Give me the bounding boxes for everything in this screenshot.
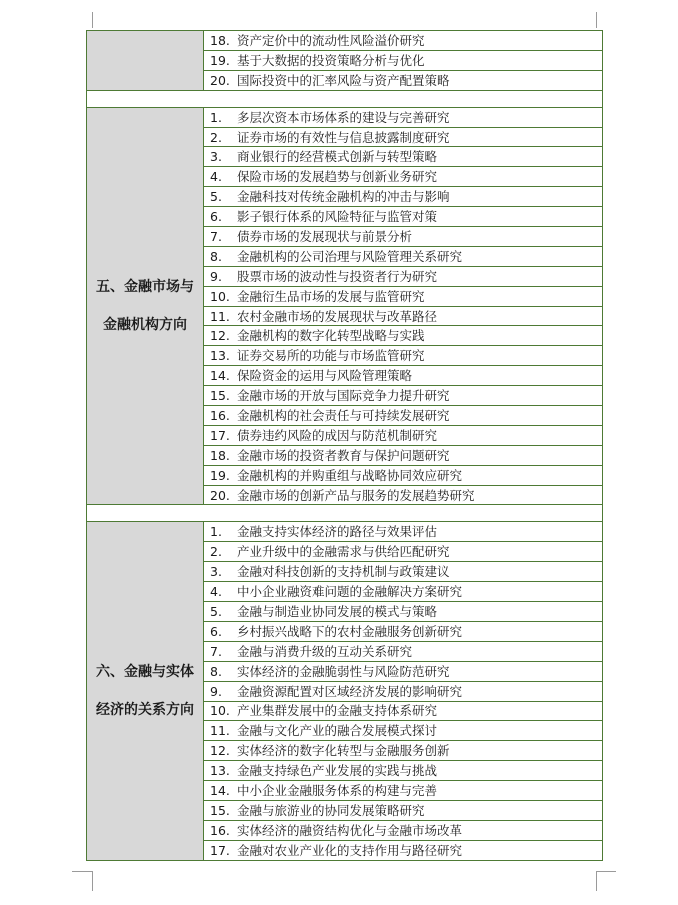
crop-mark-bottom-left-horizontal — [72, 871, 92, 872]
research-topics-table — [86, 30, 603, 861]
topic-cell — [204, 562, 603, 582]
topic-cell — [204, 840, 603, 860]
topic-title: 金融与旅游业的协同发展策略研究 — [237, 802, 425, 818]
topic-cell — [204, 582, 603, 602]
topic-number: 10. — [210, 288, 230, 304]
topic-number: 12. — [210, 328, 230, 344]
topic-cell — [204, 445, 603, 465]
topic-title: 金融与制造业协同发展的模式与策略 — [237, 603, 438, 619]
category-cell: 六、金融与实体经济的关系方向 — [87, 522, 204, 860]
topic-cell — [204, 50, 603, 70]
section-spacer-row — [87, 90, 603, 107]
table-row — [87, 31, 603, 51]
topic-title: 证券市场的有效性与信息披露制度研究 — [237, 129, 450, 145]
topic-cell — [204, 485, 603, 505]
topic-number: 16. — [210, 407, 230, 423]
topic-title: 金融对农业产业化的支持作用与路径研究 — [237, 842, 463, 858]
topic-title: 农村金融市场的发展现状与改革路径 — [237, 308, 438, 324]
topic-number: 9. — [210, 683, 222, 699]
topic-number: 8. — [210, 663, 222, 679]
topic-number: 19. — [210, 52, 230, 68]
topic-title: 金融对科技创新的支持机制与政策建议 — [237, 564, 450, 580]
spacer-cell — [87, 90, 603, 107]
topic-number: 3. — [210, 149, 222, 165]
topic-cell — [204, 701, 603, 721]
topic-cell — [204, 107, 603, 127]
topic-number: 2. — [210, 544, 222, 560]
topic-number: 18. — [210, 32, 230, 48]
topic-number: 15. — [210, 802, 230, 818]
topic-number: 4. — [210, 169, 222, 185]
topic-title: 中小企业融资难问题的金融解决方案研究 — [237, 584, 463, 600]
topic-number: 6. — [210, 623, 222, 639]
topic-cell — [204, 465, 603, 485]
topic-cell — [204, 207, 603, 227]
topic-number: 13. — [210, 763, 230, 779]
table-row — [87, 522, 603, 542]
topic-number: 20. — [210, 487, 230, 503]
topic-cell — [204, 286, 603, 306]
topic-number: 15. — [210, 388, 230, 404]
topic-title: 基于大数据的投资策略分析与优化 — [237, 52, 425, 68]
topic-title: 股票市场的波动性与投资者行为研究 — [237, 268, 438, 284]
topic-number: 14. — [210, 783, 230, 798]
topic-cell — [204, 306, 603, 326]
topic-title: 债券违约风险的成因与防范机制研究 — [237, 427, 438, 443]
topic-number: 19. — [210, 467, 230, 483]
topic-title: 产业升级中的金融需求与供给匹配研究 — [237, 544, 450, 560]
topic-number: 7. — [210, 228, 222, 244]
topic-number: 8. — [210, 248, 222, 264]
topic-cell — [204, 187, 603, 207]
topic-cell — [204, 522, 603, 542]
topic-number: 14. — [210, 368, 230, 384]
topic-title: 影子银行体系的风险特征与监管对策 — [237, 209, 438, 225]
topic-number: 18. — [210, 447, 230, 463]
topic-number: 3. — [210, 564, 222, 580]
topic-title: 金融支持实体经济的路径与效果评估 — [237, 524, 438, 540]
topic-number: 6. — [210, 209, 222, 225]
topic-number: 9. — [210, 268, 222, 284]
topic-title: 国际投资中的汇率风险与资产配置策略 — [237, 72, 450, 88]
crop-mark-top-left-vertical — [92, 12, 93, 28]
topic-cell — [204, 602, 603, 622]
topic-number: 20. — [210, 72, 230, 88]
topic-title: 金融市场的创新产品与服务的发展趋势研究 — [237, 487, 475, 503]
topic-cell — [204, 31, 603, 51]
topic-cell — [204, 681, 603, 701]
section-spacer-row — [87, 505, 603, 522]
topic-cell — [204, 406, 603, 426]
topic-cell — [204, 425, 603, 445]
category-cell — [87, 31, 204, 91]
topic-cell — [204, 761, 603, 781]
topic-number: 17. — [210, 842, 230, 858]
topic-cell — [204, 800, 603, 820]
topic-cell — [204, 721, 603, 741]
topic-cell — [204, 346, 603, 366]
topic-title: 多层次资本市场体系的建设与完善研究 — [237, 109, 450, 125]
topic-title: 金融资源配置对区域经济发展的影响研究 — [237, 683, 463, 699]
topic-title: 金融机构的数字化转型战略与实践 — [237, 328, 425, 344]
topic-number: 11. — [210, 308, 230, 324]
topic-title: 乡村振兴战略下的农村金融服务创新研究 — [237, 623, 463, 639]
topic-title: 金融机构的并购重组与战略协同效应研究 — [237, 467, 463, 483]
topic-title: 金融科技对传统金融机构的冲击与影响 — [237, 189, 450, 205]
topic-title: 金融支持绿色产业发展的实践与挑战 — [237, 763, 438, 779]
topic-number: 2. — [210, 129, 222, 145]
topic-title: 金融市场的开放与国际竞争力提升研究 — [237, 388, 450, 404]
topic-number: 12. — [210, 743, 230, 759]
crop-mark-bottom-right-vertical — [596, 871, 597, 891]
topic-title: 实体经济的金融脆弱性与风险防范研究 — [237, 663, 450, 679]
topic-number: 7. — [210, 643, 222, 659]
topic-number: 1. — [210, 109, 222, 125]
topic-number: 1. — [210, 524, 222, 540]
topic-title: 商业银行的经营模式创新与转型策略 — [237, 149, 438, 165]
topic-title: 金融与文化产业的融合发展模式探讨 — [237, 723, 438, 739]
topic-cell — [204, 781, 603, 801]
topic-cell — [204, 147, 603, 167]
topic-title: 证券交易所的功能与市场监管研究 — [237, 348, 425, 364]
topic-number: 16. — [210, 822, 230, 838]
topic-cell — [204, 127, 603, 147]
topic-cell — [204, 661, 603, 681]
topic-number: 13. — [210, 348, 230, 364]
topic-cell — [204, 641, 603, 661]
topic-title: 实体经济的融资结构优化与金融市场改革 — [237, 822, 463, 838]
crop-mark-top-right-vertical — [596, 12, 597, 28]
topic-cell — [204, 386, 603, 406]
crop-mark-bottom-left-vertical — [92, 871, 93, 891]
topic-cell — [204, 167, 603, 187]
topic-cell — [204, 741, 603, 761]
topic-title: 金融机构的公司治理与风险管理关系研究 — [237, 248, 463, 264]
table-body — [87, 31, 603, 861]
topic-number: 10. — [210, 703, 230, 719]
topic-cell — [204, 70, 603, 90]
topic-number: 11. — [210, 723, 230, 739]
topic-cell — [204, 326, 603, 346]
topic-cell — [204, 366, 603, 386]
topic-title: 保险资金的运用与风险管理策略 — [237, 368, 413, 384]
topic-number: 5. — [210, 189, 222, 205]
topic-title: 产业集群发展中的金融支持体系研究 — [237, 703, 438, 719]
topic-number: 5. — [210, 603, 222, 619]
topic-title: 实体经济的数字化转型与金融服务创新 — [237, 743, 450, 759]
topic-cell — [204, 542, 603, 562]
topic-title: 保险市场的发展趋势与创新业务研究 — [237, 169, 438, 185]
spacer-cell — [87, 505, 603, 522]
topic-cell — [204, 266, 603, 286]
topic-title: 中小企业金融服务体系的构建与完善 — [237, 783, 438, 798]
topic-title: 资产定价中的流动性风险溢价研究 — [237, 32, 425, 48]
topic-title: 金融与消费升级的互动关系研究 — [237, 643, 413, 659]
table-row — [87, 107, 603, 127]
category-cell: 五、金融市场与金融机构方向 — [87, 107, 204, 505]
crop-mark-bottom-right-horizontal — [596, 871, 616, 872]
topic-cell — [204, 246, 603, 266]
topic-cell — [204, 621, 603, 641]
topic-cell — [204, 820, 603, 840]
topic-title: 金融衍生品市场的发展与监管研究 — [237, 288, 425, 304]
topic-title: 金融市场的投资者教育与保护问题研究 — [237, 447, 450, 463]
topic-number: 4. — [210, 584, 222, 600]
topic-cell — [204, 227, 603, 247]
topic-title: 债券市场的发展现状与前景分析 — [237, 228, 413, 244]
topic-number: 17. — [210, 427, 230, 443]
topic-title: 金融机构的社会责任与可持续发展研究 — [237, 407, 450, 423]
